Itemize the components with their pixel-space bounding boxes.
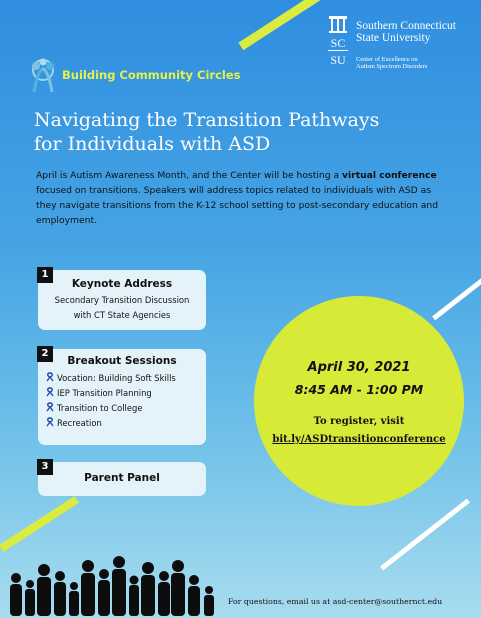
session-number: 3 bbox=[37, 459, 53, 475]
program-brand bbox=[28, 58, 268, 98]
page-title: Navigating the Transition Pathways for Individuals with ASD bbox=[34, 109, 380, 155]
crowd-silhouette-icon bbox=[6, 540, 218, 616]
session-title: Breakout Sessions bbox=[67, 355, 177, 367]
session-description: Secondary Transition Discussion with CT State Agencies bbox=[54, 295, 190, 320]
autism-ribbon-icon bbox=[28, 58, 58, 94]
list-item: Vocation: Building Soft Skills bbox=[46, 371, 206, 386]
session-card-keynote bbox=[38, 270, 206, 330]
intro-emphasis: virtual conference bbox=[342, 170, 437, 181]
session-title: Parent Panel bbox=[84, 472, 160, 484]
svg-text:SU: SU bbox=[330, 53, 346, 67]
svg-text:SC: SC bbox=[330, 36, 346, 50]
register-link[interactable]: bit.ly/ASDtransitionconference bbox=[272, 434, 446, 445]
contact-email-link[interactable]: asd-center@southernct.edu bbox=[332, 597, 443, 606]
footer-contact: For questions, email us at asd-center@southernct.edu bbox=[228, 597, 443, 606]
ribbon-icon bbox=[46, 372, 54, 382]
ribbon-icon bbox=[46, 402, 54, 412]
intro-paragraph: April is Autism Awareness Month, and the Center will be hosting a virtual conference focused on transitions. Speakers will address topics related to individuals with ASD as they navigate transitions from the K-12 school setting to post-secondary education and employment. bbox=[36, 170, 439, 226]
scsu-monogram-icon bbox=[326, 16, 350, 72]
decorative-white-stripe-right bbox=[432, 249, 481, 321]
university-logo bbox=[326, 16, 476, 76]
event-info-circle bbox=[254, 296, 464, 506]
decorative-stripe-top bbox=[238, 0, 335, 50]
register-text: To register, visit bbox=[313, 416, 405, 427]
event-date: April 30, 2021 bbox=[307, 360, 411, 375]
session-title: Keynote Address bbox=[71, 278, 173, 290]
ribbon-icon bbox=[46, 417, 54, 427]
session-card-breakout bbox=[38, 349, 206, 445]
list-item: IEP Transition Planning bbox=[46, 386, 206, 401]
session-card-parent-panel bbox=[38, 462, 206, 496]
university-name: Southern Connecticut State University bbox=[356, 20, 456, 44]
breakout-list bbox=[38, 371, 206, 431]
session-number: 2 bbox=[37, 346, 53, 362]
program-name: Building Community Circles bbox=[62, 68, 241, 82]
list-item: Recreation bbox=[46, 416, 206, 431]
decorative-white-stripe-bottom bbox=[380, 499, 470, 571]
session-number: 1 bbox=[37, 267, 53, 283]
list-item: Transition to College bbox=[46, 401, 206, 416]
center-name: Center of Excellence on Autism Spectrum Disorders bbox=[356, 56, 428, 70]
ribbon-icon bbox=[46, 387, 54, 397]
event-time: 8:45 AM - 1:00 PM bbox=[294, 382, 424, 397]
